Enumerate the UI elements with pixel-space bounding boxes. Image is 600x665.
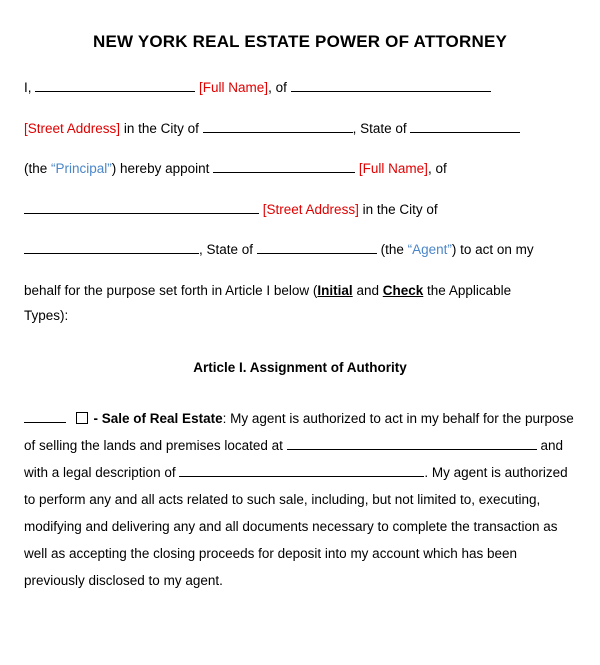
initial-blank[interactable] <box>24 409 66 423</box>
agent-street-address-placeholder: [Street Address] <box>262 201 359 217</box>
item-label: - Sale of Real Estate <box>93 410 223 426</box>
principal-city-blank[interactable] <box>203 119 353 133</box>
item-text-b: and with a legal description of <box>24 437 563 480</box>
principal-address-blank[interactable] <box>291 78 491 92</box>
checkbox-sale-of-real-estate[interactable] <box>76 412 88 424</box>
item-text-c: . My agent is authorized to perform any and all acts related to such sale, including, but not limited to, executing, modifying and delivering any and all documents necessary to complete the transaction as well as accepting the closing proceeds for deposit into my account which has been previously disclosed to my agent. <box>24 464 568 588</box>
article-item-sale-of-real-estate <box>24 405 576 594</box>
intro-line-5-text-b: (the <box>380 242 404 258</box>
intro-line-2-text-a: in the City of <box>123 120 199 136</box>
intro-line-4 <box>24 200 576 220</box>
principal-defined-term: “Principal” <box>51 161 112 177</box>
intro-line-5-text-c: ) to act on my <box>451 242 534 258</box>
intro-line-1-text-b: , of <box>268 80 287 95</box>
agent-defined-term: “Agent” <box>407 242 452 258</box>
intro-line-5 <box>24 240 576 260</box>
agent-name-blank[interactable] <box>213 159 355 173</box>
intro-line-3 <box>24 159 576 179</box>
agent-address-blank[interactable] <box>24 200 259 214</box>
principal-name-blank[interactable] <box>35 78 195 92</box>
intro-line-6-text-a: behalf for the purpose set forth in Article I below ( <box>24 282 318 298</box>
property-location-blank[interactable] <box>287 436 537 450</box>
article-heading: Article I. Assignment of Authority <box>193 359 407 375</box>
intro-line-2-text-b: , State of <box>352 120 407 136</box>
intro-line-6-text-c: the Applicable <box>427 282 512 298</box>
intro-line-1 <box>24 78 576 98</box>
intro-line-1-text-a: I, <box>24 80 32 95</box>
principal-name-placeholder: [Full Name] <box>199 80 269 95</box>
intro-line-3-text-b: ) hereby appoint <box>111 161 210 177</box>
intro-line-5-text-a: , State of <box>199 242 254 258</box>
initial-emphasis: Initial <box>317 282 353 298</box>
check-emphasis: Check <box>382 282 424 298</box>
intro-line-2 <box>24 119 576 139</box>
agent-name-placeholder: [Full Name] <box>358 161 428 177</box>
principal-street-address-placeholder: [Street Address] <box>24 120 121 136</box>
principal-state-blank[interactable] <box>410 119 520 133</box>
intro-line-6 <box>24 281 576 326</box>
legal-description-blank[interactable] <box>179 463 424 477</box>
agent-state-blank[interactable] <box>257 240 377 254</box>
intro-line-4-text-a: in the City of <box>362 201 438 217</box>
intro-line-3-text-c: , of <box>427 161 447 177</box>
item-text-a: : My agent is authorized to act in my behalf for the purpose of selling the lands and premises located at <box>24 410 574 453</box>
intro-line-6-text-b: and <box>356 282 379 298</box>
agent-city-blank[interactable] <box>24 240 199 254</box>
page-title: NEW YORK REAL ESTATE POWER OF ATTORNEY <box>92 32 508 51</box>
intro-line-6-text-d: Types): <box>24 308 69 324</box>
intro-line-3-text-a: (the <box>24 161 48 177</box>
